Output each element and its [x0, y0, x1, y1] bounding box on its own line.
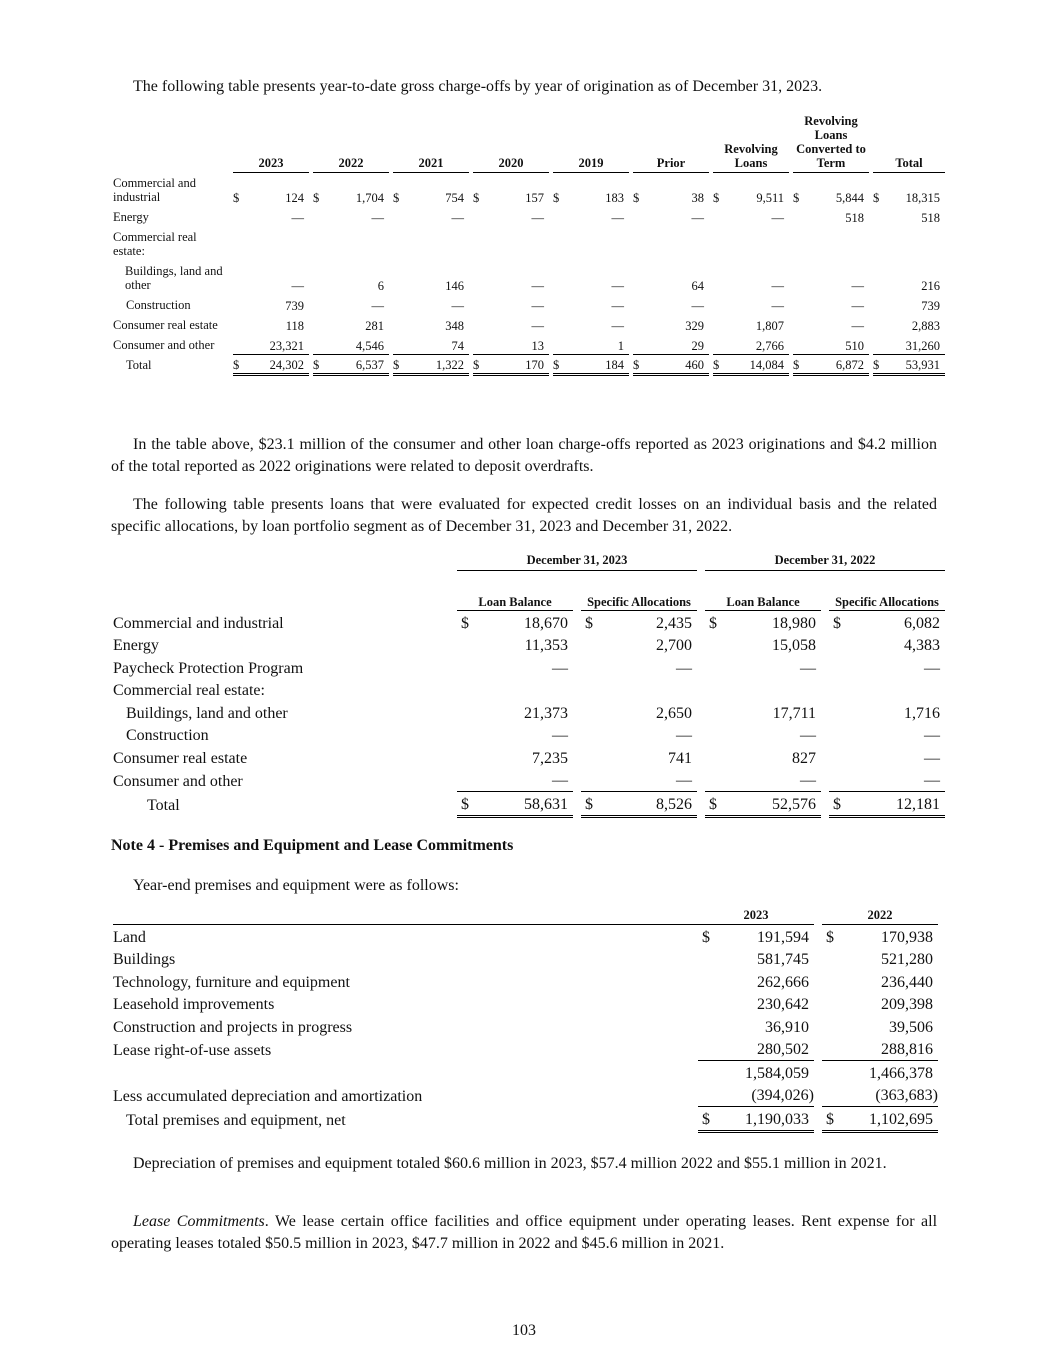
- row-label: Lease right-of-use assets: [113, 1041, 272, 1059]
- table-row: Construction — — — —: [113, 724, 945, 747]
- table-row: Energy 11,353 2,700 15,058 4,383: [113, 634, 945, 657]
- table-row: [113, 226, 945, 260]
- lease-commitments-paragraph: [111, 1211, 937, 1255]
- individual-basis-paragraph: The following table presents loans that were evaluated for expected credit losses on an individual basis and the related specific allocations, by loan portfolio segment as of December 31, 2023 and December 31, 2022.: [111, 496, 937, 535]
- table-row: Buildings, land and other 21,373 2,650 17,711 1,716: [113, 701, 945, 724]
- col-header: 2023: [698, 908, 814, 925]
- page-number: 103: [512, 1322, 536, 1339]
- row-label: Total: [147, 797, 180, 814]
- row-label: Energy: [113, 637, 159, 654]
- year-end-paragraph: Year-end premises and equipment were as follows:: [133, 877, 459, 894]
- table-row: Consumer and other 23,321 4,546 74 13 1 29 2,766 510 31,260: [113, 334, 945, 354]
- row-label: Commercial real estate:: [113, 230, 197, 258]
- col-header: Loan Balance: [457, 571, 573, 611]
- table-row: Construction and projects in progress 36,910 39,506: [113, 1015, 938, 1038]
- row-label: Total premises and equipment, net: [126, 1112, 346, 1129]
- row-label: Energy: [113, 210, 149, 224]
- col-header: Specific Allocations: [829, 571, 945, 611]
- subtotal-row: 1,584,059 1,466,378: [113, 1061, 938, 1084]
- row-label: Paycheck Protection Program: [113, 659, 304, 677]
- table-row: Commercial and industrial $ 124 $ 1,704 $ 754 $ 157 $ 183 $ 38 $ 9,511 $ 5,844 $ 18,315: [113, 172, 945, 206]
- overdraft-paragraph: In the table above, $23.1 million of the consumer and other loan charge-offs reported as 2023 originations and $4.2 million of the total reported as 2022 originations were related to deposit overdrafts.: [111, 436, 937, 475]
- row-label: Consumer real estate: [113, 749, 248, 767]
- col-header: 2022: [822, 908, 938, 925]
- table-row: Paycheck Protection Program — — — —: [113, 656, 945, 679]
- row-label: Less accumulated depreciation and amortization: [113, 1087, 423, 1105]
- col-header: Total: [873, 112, 945, 172]
- depreciation-paragraph: Depreciation of premises and equipment totaled $60.6 million in 2023, $57.4 million 2022 and $55.1 million in 2021.: [133, 1155, 887, 1172]
- table-row: Commercial and industrial $ 18,670 $ 2,435 $ 18,980 $ 6,082: [113, 611, 945, 634]
- col-header: Revolving Loans: [713, 112, 789, 172]
- table-row: Land $ 191,594 $ 170,938: [113, 925, 938, 948]
- row-label: Buildings, land and other: [125, 264, 223, 292]
- charge-offs-table: [113, 112, 945, 376]
- row-label: Construction and projects in progress: [113, 1018, 353, 1036]
- period-header: December 31, 2023: [457, 553, 697, 571]
- period-header: December 31, 2022: [705, 553, 945, 571]
- note-heading: Note 4 - Premises and Equipment and Lease Commitments: [111, 837, 514, 854]
- row-label: Land: [113, 928, 146, 946]
- row-label: Buildings: [113, 951, 176, 968]
- row-label: Construction: [126, 298, 191, 312]
- table-row: Buildings 581,745 521,280: [113, 948, 938, 971]
- col-header: Revolving Loans Converted to Term: [793, 112, 869, 172]
- col-header: Specific Allocations: [581, 571, 697, 611]
- individual-loans-table: [113, 553, 945, 818]
- row-label: Buildings, land and other: [126, 704, 288, 722]
- table-row: Less accumulated depreciation and amortization (394,026) (363,683): [113, 1084, 938, 1107]
- row-label: Leasehold improvements: [113, 996, 275, 1013]
- col-header: 2022: [313, 112, 389, 172]
- table-row: Technology, furniture and equipment 262,666 236,440: [113, 970, 938, 993]
- row-label: Technology, furniture and equipment: [113, 973, 350, 991]
- table-row: [113, 679, 945, 702]
- col-header: Prior: [633, 112, 709, 172]
- col-header: 2023: [233, 112, 309, 172]
- table-row: Lease right-of-use assets 280,502 288,816: [113, 1038, 938, 1061]
- col-header: 2020: [473, 112, 549, 172]
- table-row: Consumer and other — — — —: [113, 769, 945, 792]
- table-row: Buildings, land and other — 6 146 — — 64 — — 216: [113, 260, 945, 294]
- total-row: Total $ 24,302 $ 6,537 $ 1,322 $ 170 $ 184 $ 460 $ 14,084 $ 6,872 $ 53,931: [113, 354, 945, 374]
- row-label: Commercial real estate:: [113, 682, 265, 699]
- table-row: Leasehold improvements 230,642 209,398: [113, 993, 938, 1016]
- row-label: Consumer and other: [113, 772, 243, 790]
- premises-table: [113, 908, 938, 1133]
- table-row: Consumer real estate 118 281 348 — — 329 1,807 — 2,883: [113, 314, 945, 334]
- table-row: Energy — — — — — — — 518 518: [113, 206, 945, 226]
- total-row: Total premises and equipment, net $ 1,190,033 $ 1,102,695: [113, 1107, 938, 1132]
- total-row: Total $ 58,631 $ 8,526 $ 52,576 $ 12,181: [113, 792, 945, 817]
- intro-paragraph: The following table presents year-to-date gross charge-offs by year of origination as of December 31, 2023.: [133, 78, 823, 95]
- lease-commitments-title: Lease Commitments: [133, 1213, 265, 1230]
- table-row: Consumer real estate 7,235 741 827 —: [113, 746, 945, 769]
- row-label: Construction: [126, 727, 209, 744]
- col-header: Loan Balance: [705, 571, 821, 611]
- row-label: Commercial and industrial: [113, 614, 284, 632]
- col-header: 2021: [393, 112, 469, 172]
- row-label: Consumer and other: [113, 338, 215, 352]
- row-label: Commercial and industrial: [113, 176, 196, 204]
- table-row: Construction 739 — — — — — — — 739: [113, 294, 945, 314]
- col-header: 2019: [553, 112, 629, 172]
- row-label: Total: [126, 358, 152, 372]
- lease-commitments-text: . We lease certain office facilities and office equipment under operating leases. Rent expense for all operating leases totaled $50.5 million in 2023, $47.7 million in 2022 and $45.6 million in 2021.: [111, 1213, 938, 1252]
- row-label: Consumer real estate: [113, 318, 218, 332]
